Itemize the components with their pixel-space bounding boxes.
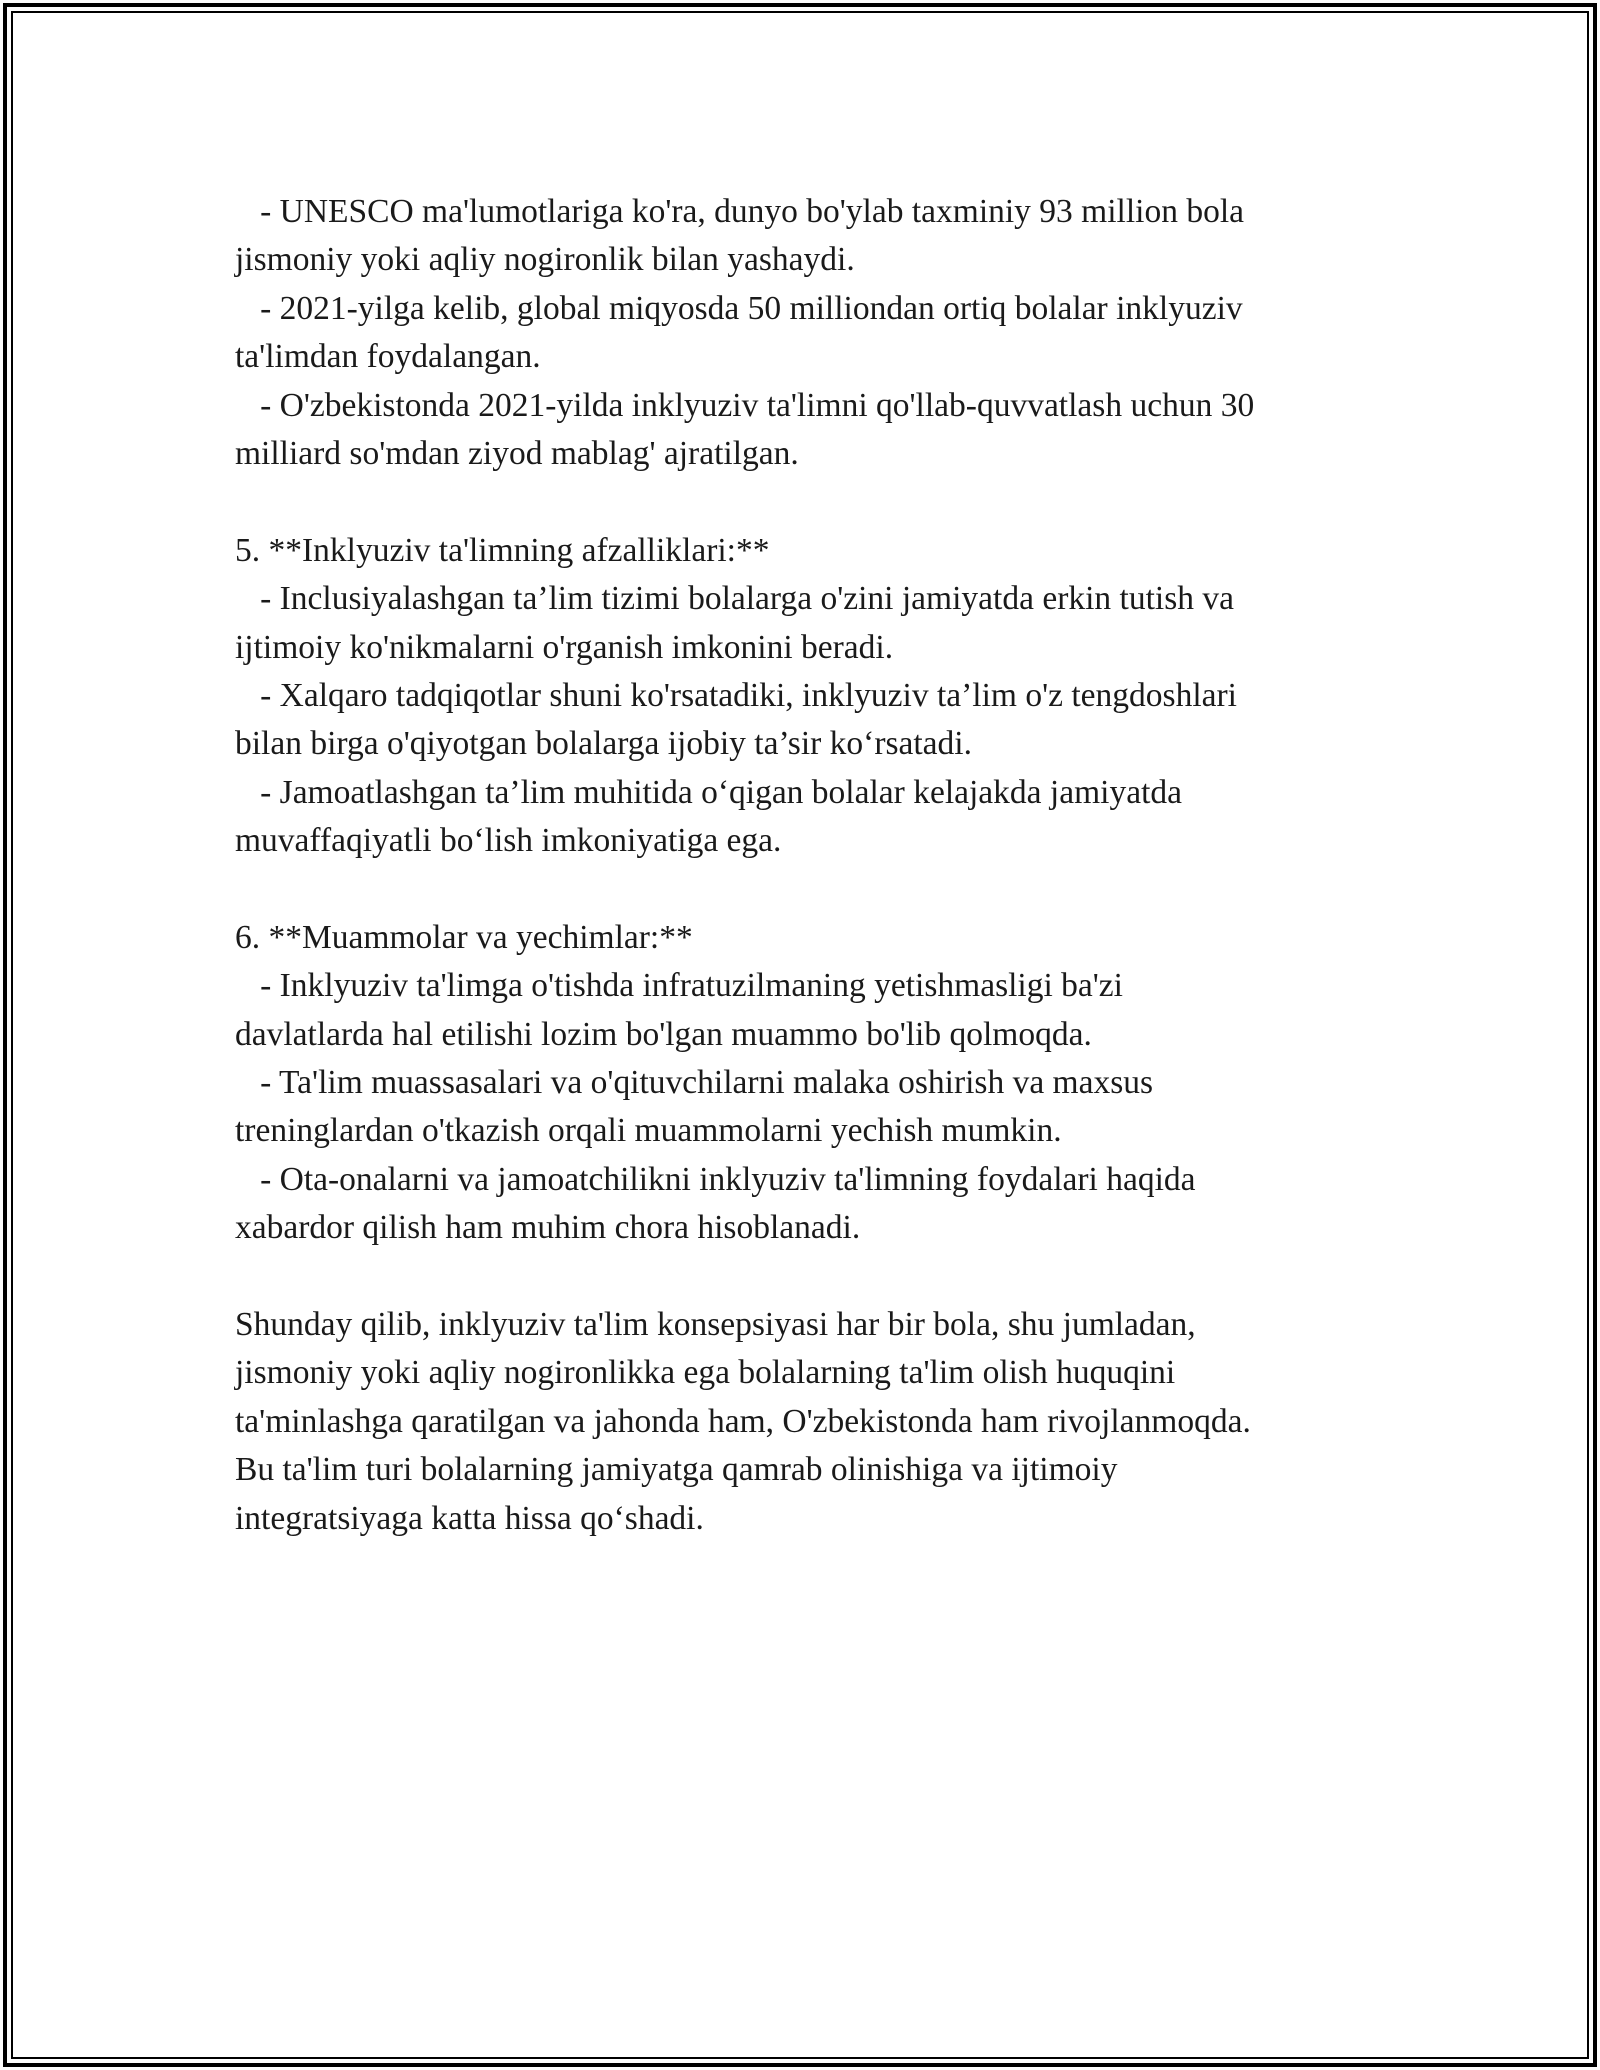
paragraph-line: integratsiyaga katta hissa qo‘shadi. (235, 1499, 704, 1537)
bullet-line: - Inklyuziv ta'limga o'tishda infratuzilmaning yetishmasligi ba'zi (235, 967, 1123, 1005)
section-advantages (235, 527, 1375, 866)
document-body (235, 188, 1375, 1543)
bullet-line: bilan birga o'qiyotgan bolalarga ijobiy ta’sir ko‘rsatadi. (235, 725, 972, 763)
statistics-list (235, 188, 1375, 478)
section-heading: 5. **Inklyuziv ta'limning afzalliklari:** (235, 531, 770, 569)
bullet-line: - Ota-onalarni va jamoatchilikni inklyuziv ta'limning foydalari haqida (235, 1160, 1196, 1198)
bullet-line: ijtimoiy ko'nikmalarni o'rganish imkonini beradi. (235, 628, 894, 666)
section-heading: 6. **Muammolar va yechimlar:** (235, 918, 693, 956)
bullet-line: treninglardan o'tkazish orqali muammolarni yechish mumkin. (235, 1112, 1062, 1150)
section-problems (235, 914, 1375, 1253)
bullet-line: ta'limdan foydalangan. (235, 338, 541, 376)
bullet-line: jismoniy yoki aqliy nogironlik bilan yashaydi. (235, 241, 855, 279)
bullet-line: milliard so'mdan ziyod mablag' ajratilgan. (235, 434, 799, 472)
bullet-line: xabardor qilish ham muhim chora hisoblanadi. (235, 1209, 861, 1247)
bullet-line: - UNESCO ma'lumotlariga ko'ra, dunyo bo'ylab taxminiy 93 million bola (235, 193, 1245, 230)
conclusion-paragraph (235, 1301, 1375, 1543)
bullet-line: - 2021-yilga kelib, global miqyosda 50 milliondan ortiq bolalar inklyuziv (235, 289, 1243, 327)
paragraph-line: jismoniy yoki aqliy nogironlikka ega bolalarning ta'lim olish huquqini (235, 1354, 1176, 1392)
bullet-line: - O'zbekistonda 2021-yilda inklyuziv ta'limni qo'llab-quvvatlash uchun 30 (235, 386, 1255, 424)
paragraph-line: ta'minlashga qaratilgan va jahonda ham, O'zbekistonda ham rivojlanmoqda. (235, 1402, 1251, 1440)
bullet-line: - Xalqaro tadqiqotlar shuni ko'rsatadiki, inklyuziv ta’lim o'z tengdoshlari (235, 676, 1237, 714)
bullet-line: - Inclusiyalashgan ta’lim tizimi bolalarga o'zini jamiyatda erkin tutish va (235, 580, 1234, 618)
bullet-line: davlatlarda hal etilishi lozim bo'lgan muammo bo'lib qolmoqda. (235, 1015, 1092, 1053)
bullet-line: - Jamoatlashgan ta’lim muhitida o‘qigan bolalar kelajakda jamiyatda (235, 773, 1182, 811)
bullet-line: muvaffaqiyatli bo‘lish imkoniyatiga ega. (235, 822, 782, 860)
paragraph-line: Bu ta'lim turi bolalarning jamiyatga qamrab olinishiga va ijtimoiy (235, 1451, 1118, 1489)
bullet-line: - Ta'lim muassasalari va o'qituvchilarni malaka oshirish va maxsus (235, 1064, 1154, 1102)
paragraph-line: Shunday qilib, inklyuziv ta'lim konsepsiyasi har bir bola, shu jumladan, (235, 1305, 1196, 1343)
